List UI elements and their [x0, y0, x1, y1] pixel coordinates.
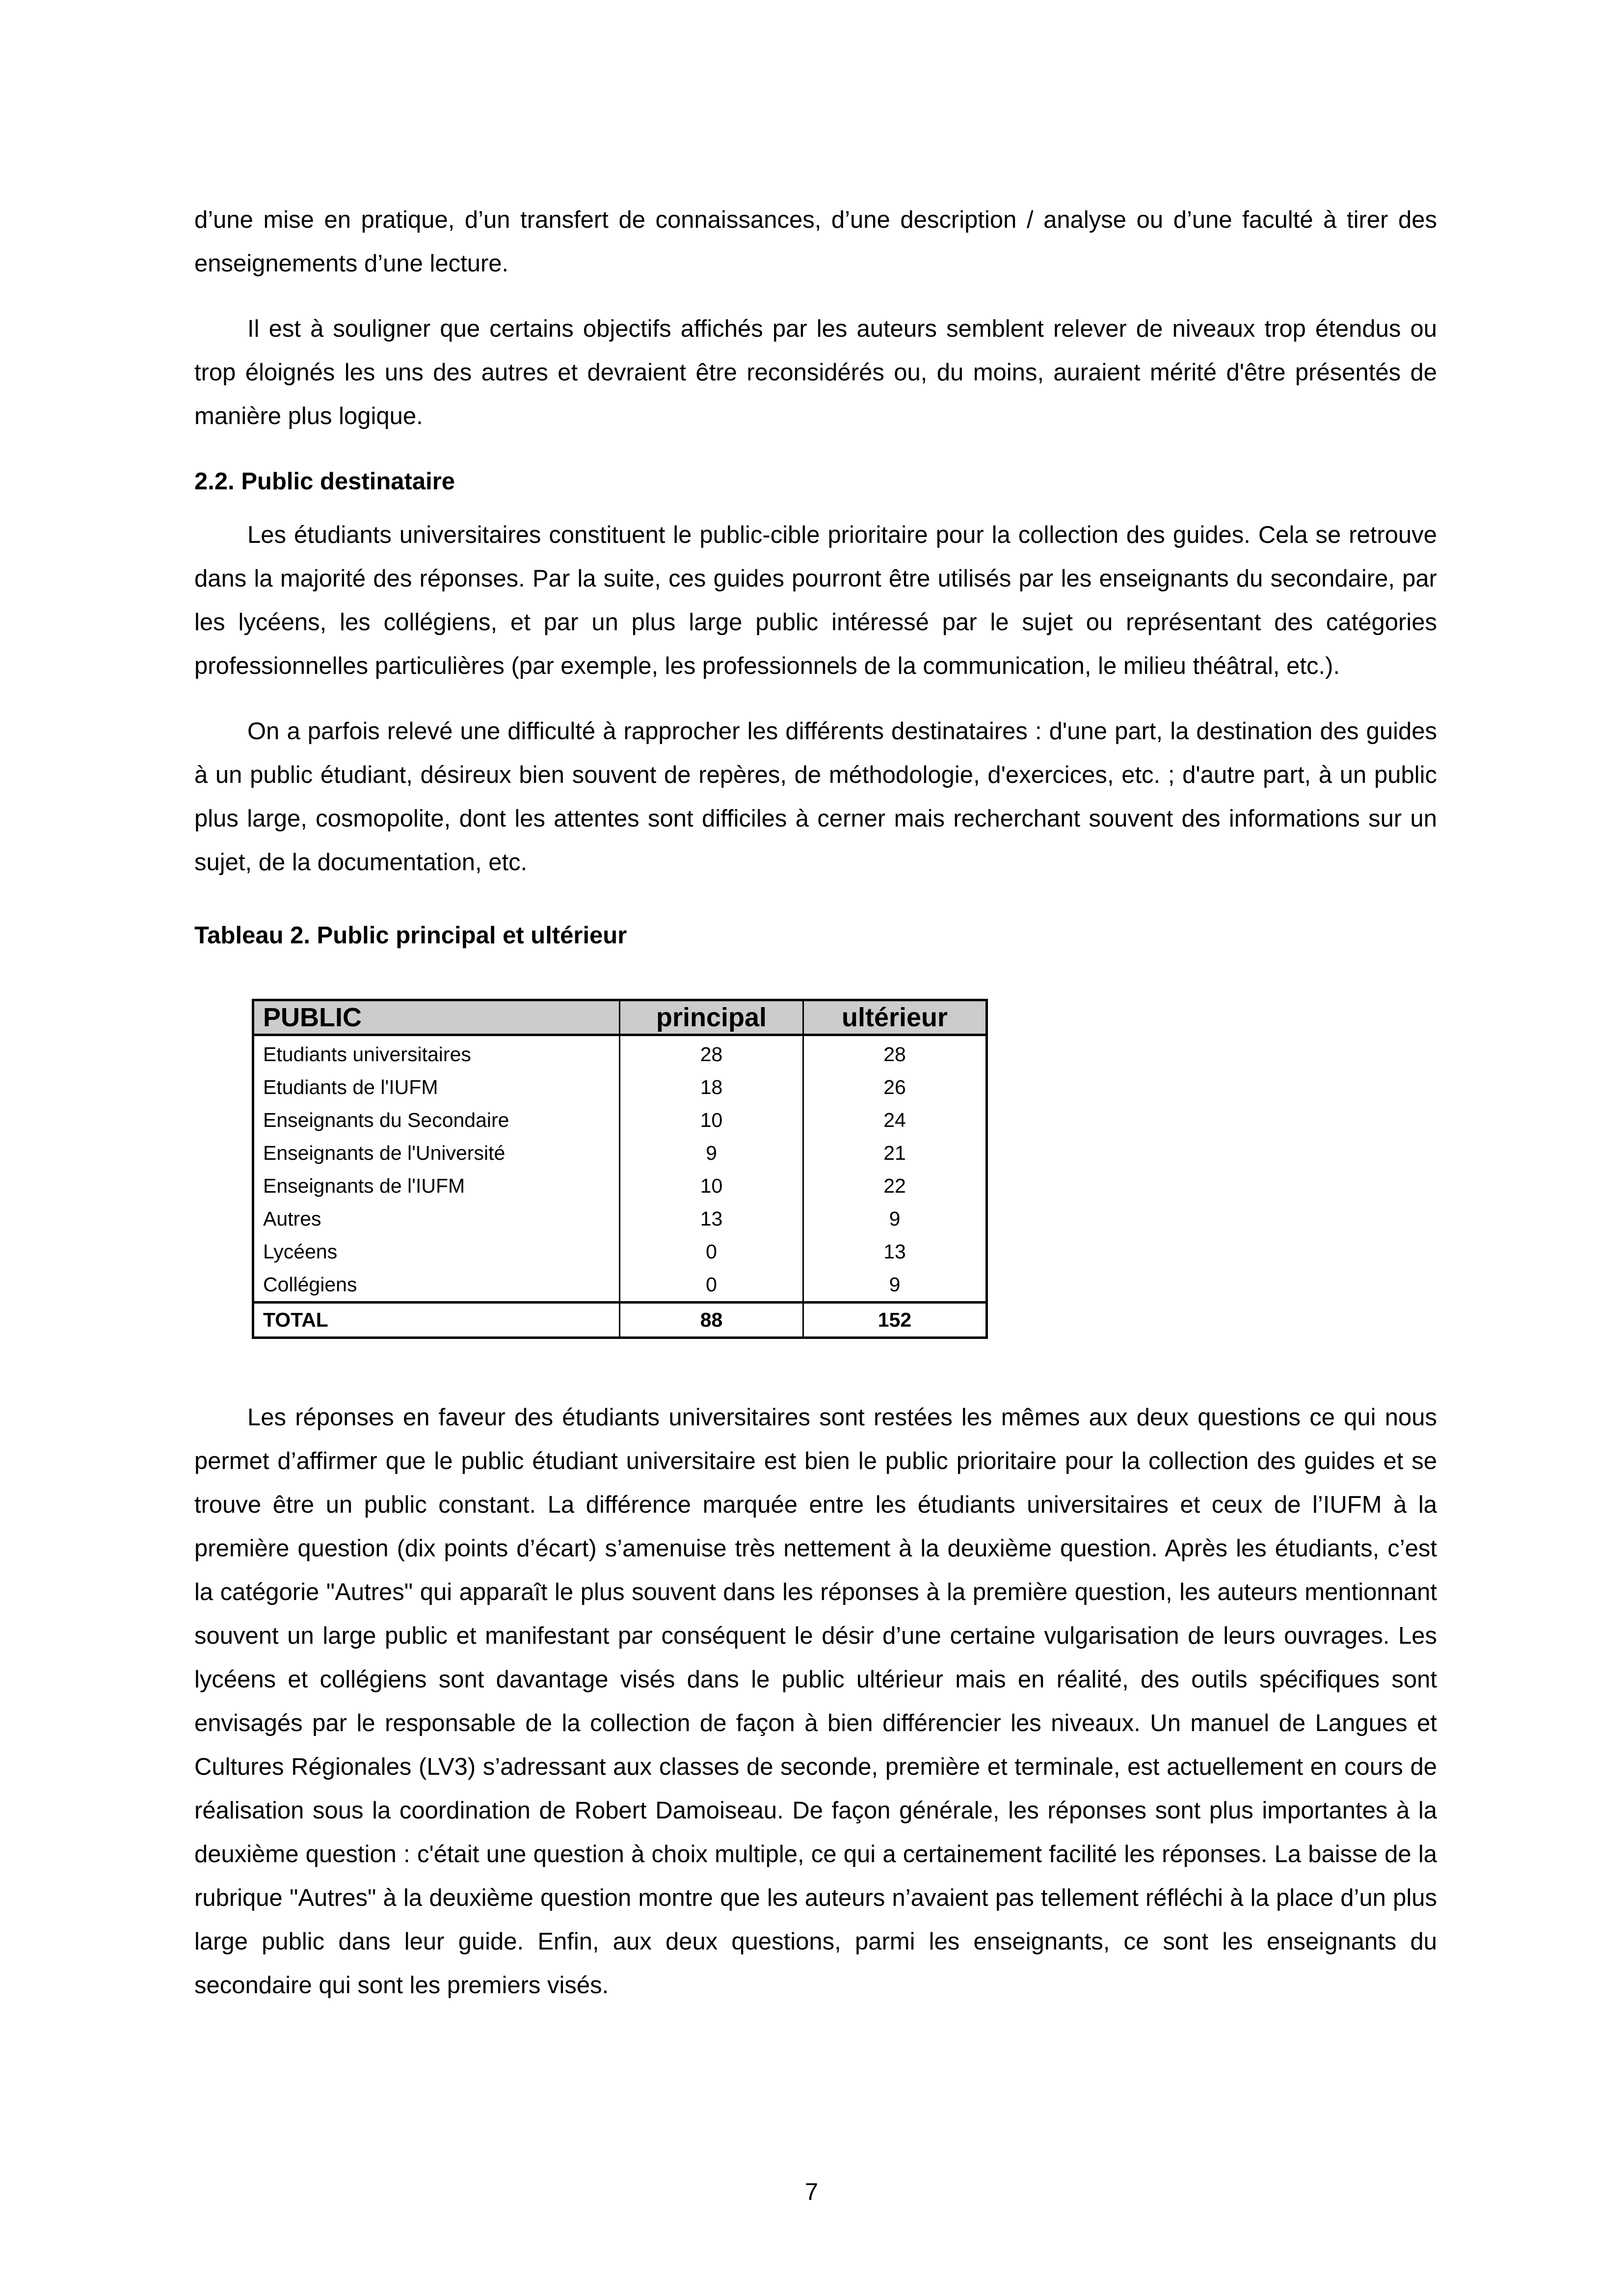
audience-difficulty-paragraph: On a parfois relevé une difficulté à rapprocher les différents destinataires : d'une part, la destination des guides à un public étudiant, désireux bien souvent de repères, de méthodologie, d'exercices, etc. ; d'autre part, à un public plus large, cosmopolite, dont les attentes sont difficiles à cerner mais recherchant souvent des informations sur un sujet, de la documentation, etc. [194, 718, 1437, 876]
ulterieur-value: 9 [803, 1202, 987, 1235]
total-principal-value: 88 [619, 1303, 803, 1338]
row-label: Enseignants de l'IUFM [263, 1175, 465, 1197]
page-number: 7 [804, 2179, 819, 2205]
principal-value: 13 [619, 1202, 803, 1235]
page-content [194, 198, 1437, 2007]
total-label: TOTAL [253, 1303, 620, 1338]
column-header-public: PUBLIC [253, 1000, 620, 1035]
column-header-ulterieur: ultérieur [803, 1000, 987, 1035]
row-label: Etudiants universitaires [263, 1043, 471, 1066]
principal-value: 10 [619, 1104, 803, 1137]
ulterieur-value: 21 [803, 1137, 987, 1170]
table-row [253, 1170, 987, 1202]
analysis-paragraph: Les réponses en faveur des étudiants universitaires sont restées les mêmes aux deux questions ce qui nous permet d’affirmer que le public étudiant universitaire est bien le public prioritaire pour la collection des guides et se trouve être un public constant. La différence marquée entre les étudiants universitaires et ceux de l’IUFM à la première question (dix points d’écart) s’amenuise très nettement à la deuxième question. Après les étudiants, c’est la catégorie "Autres" qui apparaît le plus souvent dans les réponses à la première question, les auteurs mentionnant souvent un large public et manifestant par conséquent le désir d’une certaine vulgarisation de leurs ouvrages. Les lycéens et collégiens sont davantage visés dans le public ultérieur mais en réalité, des outils spécifiques sont envisagés par le responsable de la collection de façon à bien différencier les niveaux. Un manuel de Langues et Cultures Régionales (LV3) s’adressant aux classes de seconde, première et terminale, est actuellement en cours de réalisation sous la coordination de Robert Damoiseau. De façon générale, les réponses sont plus importantes à la deuxième question : c'était une question à choix multiple, ce qui a certainement facilité les réponses. La baisse de la rubrique "Autres" à la deuxième question montre que les auteurs n’avaient pas tellement réfléchi à la place d’un plus large public dans leur guide. Enfin, aux deux questions, parmi les enseignants, ce sont les enseignants du secondaire qui sont les premiers visés. [194, 1404, 1437, 1999]
ulterieur-value: 13 [803, 1235, 987, 1268]
ulterieur-value: 9 [803, 1268, 987, 1303]
principal-value: 0 [619, 1268, 803, 1303]
row-label: Autres [263, 1207, 321, 1230]
row-label: Enseignants de l'Université [263, 1142, 506, 1164]
table-caption: Tableau 2. Public principal et ultérieur [194, 922, 627, 949]
principal-value: 0 [619, 1235, 803, 1268]
row-label: Lycéens [263, 1240, 338, 1263]
column-header-principal: principal [619, 1000, 803, 1035]
audience-table-container [252, 999, 988, 1339]
table-header-row [253, 1000, 987, 1035]
principal-value: 9 [619, 1137, 803, 1170]
total-ulterieur-value: 152 [803, 1303, 987, 1338]
ulterieur-value: 22 [803, 1170, 987, 1202]
principal-value: 18 [619, 1071, 803, 1104]
row-label: Collégiens [263, 1273, 357, 1296]
row-label: Enseignants du Secondaire [263, 1109, 509, 1131]
principal-value: 28 [619, 1035, 803, 1071]
intro-continuation-paragraph: d’une mise en pratique, d’un transfert de connaissances, d’une description / analyse ou d’une faculté à tirer des enseignements d’une lecture. [194, 207, 1437, 277]
principal-value: 10 [619, 1170, 803, 1202]
table-row [253, 1268, 987, 1303]
target-audience-paragraph: Les étudiants universitaires constituent le public-cible prioritaire pour la collection des guides. Cela se retrouve dans la majorité des réponses. Par la suite, ces guides pourront être utilisés par les enseignants du secondaire, par les lycéens, les collégiens, et par un plus large public intéressé par le sujet ou représentant des catégories professionnelles particulières (par exemple, les professionnels de la communication, le milieu théâtral, etc.). [194, 522, 1437, 679]
ulterieur-value: 24 [803, 1104, 987, 1137]
ulterieur-value: 28 [803, 1035, 987, 1071]
table-row [253, 1202, 987, 1235]
objectives-paragraph: Il est à souligner que certains objectifs affichés par les auteurs semblent relever de niveaux trop étendus ou trop éloignés les uns des autres et devraient être reconsidérés ou, du moins, auraient mérité d'être présentés de manière plus logique. [194, 316, 1437, 429]
ulterieur-value: 26 [803, 1071, 987, 1104]
table-row [253, 1137, 987, 1170]
table-row [253, 1071, 987, 1104]
table-row [253, 1035, 987, 1071]
table-total-row [253, 1303, 987, 1338]
section-heading: 2.2. Public destinataire [194, 468, 455, 495]
table-row [253, 1104, 987, 1137]
table-row [253, 1235, 987, 1268]
row-label: Etudiants de l'IUFM [263, 1076, 438, 1098]
audience-table [252, 999, 988, 1339]
